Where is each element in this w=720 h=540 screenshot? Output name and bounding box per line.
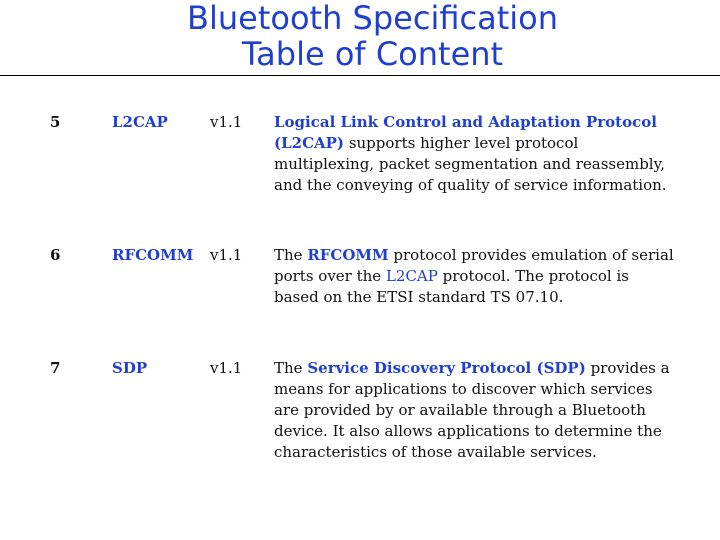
protocol-version: v1.1 bbox=[210, 113, 243, 131]
description-text: supports higher level protocol multiplexing, packet segmentation and reassembly, and the conveying of quality of service information. bbox=[274, 134, 667, 194]
protocol-version: v1.1 bbox=[210, 246, 243, 264]
description-text: protocol provides emulation of serial ports over the bbox=[274, 246, 674, 285]
protocol-name: SDP bbox=[112, 359, 148, 377]
protocol-description bbox=[274, 358, 674, 463]
protocol-version: v1.1 bbox=[210, 359, 243, 377]
protocol-full-name: Service Discovery Protocol (SDP) bbox=[307, 359, 586, 377]
title-line-2: Table of Content bbox=[241, 35, 504, 73]
protocol-reference: L2CAP bbox=[385, 267, 438, 285]
protocol-description bbox=[274, 245, 674, 308]
description-text: The bbox=[274, 359, 308, 377]
description-text: The bbox=[274, 246, 308, 264]
description-text: provides a means for applications to discover which services are provided by or available through a Bluetooth device. It also allows applications to determine the characteristics of those available services. bbox=[274, 359, 670, 461]
protocol-name: RFCOMM bbox=[112, 246, 194, 264]
description-text: protocol. The protocol is based on the ETSI standard TS 07.10. bbox=[274, 267, 629, 306]
protocol-description bbox=[274, 112, 674, 196]
title-line-1: Bluetooth Specification bbox=[187, 0, 558, 37]
slide-title bbox=[0, 0, 720, 72]
protocol-full-name: Logical Link Control and Adaptation Protocol (L2CAP) bbox=[274, 113, 657, 152]
row-number: 5 bbox=[50, 113, 61, 131]
row-number: 7 bbox=[50, 359, 61, 377]
title-divider bbox=[0, 75, 720, 76]
protocol-reference: RFCOMM bbox=[307, 246, 389, 264]
protocol-name: L2CAP bbox=[112, 113, 168, 131]
row-number: 6 bbox=[50, 246, 61, 264]
